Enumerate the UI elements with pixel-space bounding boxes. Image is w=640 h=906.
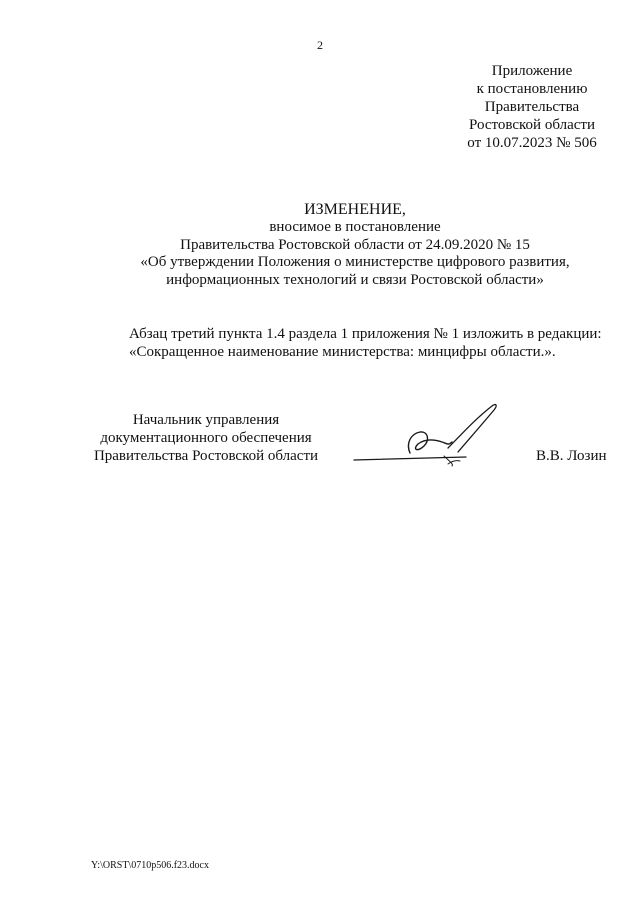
signer-position-line: Начальник управления: [132, 412, 280, 428]
appendix-line: от 10.07.2023 № 506: [467, 135, 597, 151]
file-path: Y:\ORST\0710p506.f23.docx: [91, 860, 209, 871]
page-number: 2: [317, 38, 323, 52]
signer-name: В.В. Лозин: [536, 448, 607, 464]
title-line: информационных технологий и связи Ростовской области»: [166, 271, 544, 288]
signer-position-line: документационного обеспечения: [100, 430, 312, 446]
title-line: вносимое в постановление: [269, 219, 441, 235]
appendix-header: [420, 62, 640, 152]
title-line: Правительства Ростовской области от 24.09.2020 № 15: [180, 236, 530, 253]
appendix-line: Приложение: [491, 63, 573, 79]
appendix-line: Ростовской области: [469, 117, 595, 133]
signer-position: [72, 411, 340, 465]
document-title: [80, 201, 630, 289]
appendix-line: к постановлению: [476, 81, 588, 97]
appendix-line: Правительства: [484, 99, 580, 115]
body-text: [129, 325, 602, 361]
body-line: «Сокращенное наименование министерства: минцифры области.».: [129, 344, 556, 360]
signer-position-line: Правительства Ростовской области: [93, 448, 319, 464]
title-main: ИЗМЕНЕНИЕ,: [304, 201, 406, 218]
title-line: «Об утверждении Положения о министерстве цифрового развития,: [140, 254, 570, 271]
body-line: Абзац третий пункта 1.4 раздела 1 приложения № 1 изложить в редакции:: [129, 326, 602, 342]
handwritten-signature: [348, 398, 508, 470]
